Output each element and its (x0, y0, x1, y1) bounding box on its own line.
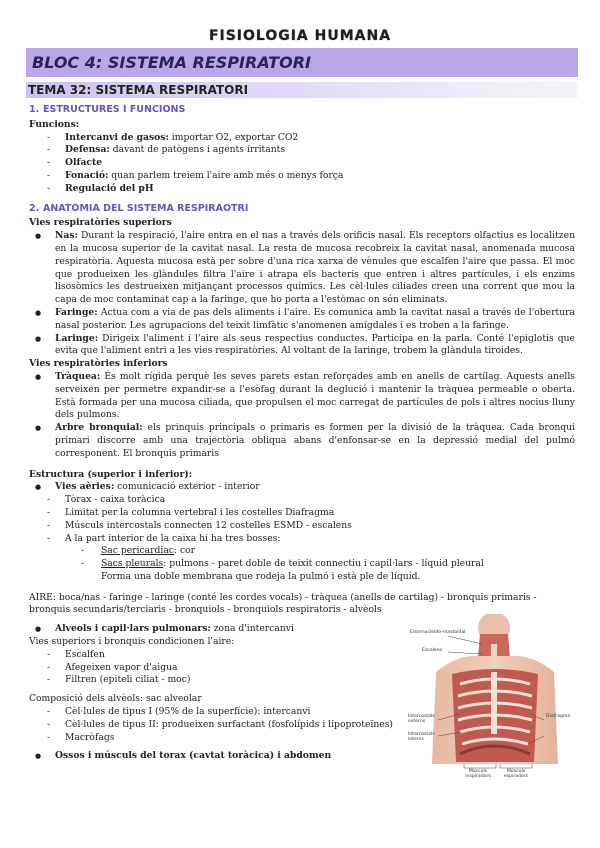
list-item: ● Faringe: Actua com a via de pas dels aliments i l'aire. Es comunica amb la cavitat nasal a través de l'obertura nasal posterior. Les agrupacions del teixit limfàtic s'anomenen amígdales i es troben a la faringe. (29, 307, 575, 333)
vies-superiors-label: Vies respiratòries superiors (29, 217, 172, 229)
thorax-muscles-figure (408, 614, 576, 780)
tema-title: TEMA 32: SISTEMA RESPIRATORI (26, 82, 578, 98)
list-item: ● Arbre bronquial: els prinquis principals o primaris es formen per la divisió de la tràquea. Cada bronqui primari discorre amb una trajectòria obliqua abans d'enfonsar-se en la depressió medial del pulmó corresponent. El bronquis primaris (29, 422, 575, 460)
label-muscles-inspiradors: Músculs inspiradors (465, 769, 491, 780)
aire-path: AIRE: boca/nas - faringe - laringe (conté les cordes vocals) - tràquea (anells de cartilag) - bronquis primaris - bronquis secundaris/terciaris - bronquiols - bronquiols respiratoris - alvèols (29, 591, 537, 616)
list-item: - Cèl·lules de tipus I (95% de la superfície): intercanvi (29, 706, 399, 719)
composicio-list (29, 706, 399, 744)
section-2-heading: 2. ANATOMIA DEL SISTEMA RESPIRAOTRI (29, 202, 249, 214)
list-item: - Defensa: davant de patògens i agents irritants (29, 144, 575, 157)
list-item: ● Tràquea: És molt rígida perquè les seves parets estan reforçades amb en anells de cartílag. Aquests anells serveixen per permetre expandir-se a l'esòfag durant la deglució i mantenir la tràquea permeable o oberta. Està formada per una mucosa ciliada, que propulsen el moc carregat de partícules de pols i altres nocius lluny dels pulmons. (29, 371, 575, 422)
label-escalens: Escalens (422, 648, 443, 653)
ossos-list (29, 750, 399, 763)
label-sternocleidomastoid: Esternocleïdo-mastoïdal (410, 630, 466, 635)
composicio-label: Composició dels alvèols: sac alveolar (29, 693, 202, 705)
condicionen-label: Vies superiors i bronquis condicionen l'aire: (29, 636, 235, 648)
vies-inferiors-list (29, 371, 575, 461)
bosses-list (29, 545, 575, 571)
bosses-extra: Forma una doble membrana que rodeja la pulmó i està ple de líquid. (101, 570, 421, 582)
list-item: - Escalfen (29, 649, 399, 662)
label-intercostals-interns: Intercostals interns (408, 732, 435, 743)
vies-inferiors-label: Vies respiratòries inferiors (29, 358, 168, 370)
list-item: - A la part interior de la caixa hi ha tres bosses: (29, 533, 575, 546)
list-item: - Fonació: quan parlem treiem l'aire amb més o menys força (29, 170, 575, 183)
vies-aeries-list (29, 481, 575, 494)
document-header: FISIOLOGIA HUMANA (0, 28, 600, 44)
condicionen-list (29, 649, 399, 687)
vies-superiors-list (29, 230, 575, 358)
list-item: - Cèl·lules de tipus II: produeixen surfactant (fosfolípids i lipoproteïnes) (29, 719, 399, 732)
section-1-heading: 1. ESTRUCTURES I FUNCIONS (29, 104, 186, 115)
label-muscles-espiradors: Músculs espiradors (503, 769, 529, 780)
list-item: ● Nas: Durant la respiració, l'aire entra en el nas a través dels orificis nasal. Els receptors olfactius es localitzen en la mucosa superior de la cavitat nasal. La resta de mucosa recobreix la cavitat nasal, anomenada mucosa respiratòria. Aquesta mucosa està per sobre d'una rica xarxa de vènules que escalfen l'aire que passa. El moc que produeixen les glàndules filtra l'aire i atrapa els bacteris que entren i altres partícules, i els enzims lisosòmics les destrueixen mitjançant processos químics. Les cèl·lules ciliades creen una corrent que mou la capa de moc contaminat cap a la faringe, que ho porta a l'estòmac on són eliminats. (29, 230, 575, 307)
list-item: ● Ossos i músculs del torax (cavtat toràcica) i abdomen (29, 750, 399, 763)
list-item: - Limitat per la columna vertebral i les costelles Diafragma (29, 507, 575, 520)
torax-list (29, 494, 575, 545)
bloc-title: BLOC 4: SISTEMA RESPIRATORI (26, 48, 578, 77)
estructura-label: Estructura (superior i inferior): (29, 468, 193, 480)
list-item: - Afegeixen vapor d'aigua (29, 662, 399, 675)
list-item: ● Alveols i capil·lars pulmonars: zona d'intercanvi (29, 623, 399, 636)
list-item: ● Laringe: Dirigeix l'aliment i l'aire als seus respectius conductes. Participa en la parla. Conté l'epiglotis que evita que l'aliment entri a les vies respiratòries. Al voltant de la laringe, trobem la glàndula tiroides. (29, 333, 575, 359)
funcions-label: Funcions: (29, 118, 80, 130)
thorax-illustration (408, 614, 576, 776)
list-item: - Sac pericardiac: cor (29, 545, 575, 558)
alveols-list (29, 623, 399, 636)
list-item: - Sacs pleurals: pulmons - paret doble de teixit connectiu i capil·lars - líquid pleural (29, 558, 575, 571)
list-item: - Macròfags (29, 732, 399, 745)
label-diafragma: Diafragma (546, 714, 571, 719)
list-item: - Intercanvi de gasos: importar O2, exportar CO2 (29, 132, 575, 145)
funcions-list (29, 132, 575, 196)
list-item: - Olfacte (29, 157, 575, 170)
label-intercostals-externs: Intercostals externs (408, 714, 435, 725)
list-item: - Filtren (epiteli ciliat - moc) (29, 674, 399, 687)
list-item: - Regulació del pH (29, 183, 575, 196)
list-item: ● Vies aèries: comunicació exterior - interior (29, 481, 575, 494)
list-item: - Tòrax - caixa toràcica (29, 494, 575, 507)
list-item: - Músculs intercostals connecten 12 costelles ESMD - escalens (29, 520, 575, 533)
